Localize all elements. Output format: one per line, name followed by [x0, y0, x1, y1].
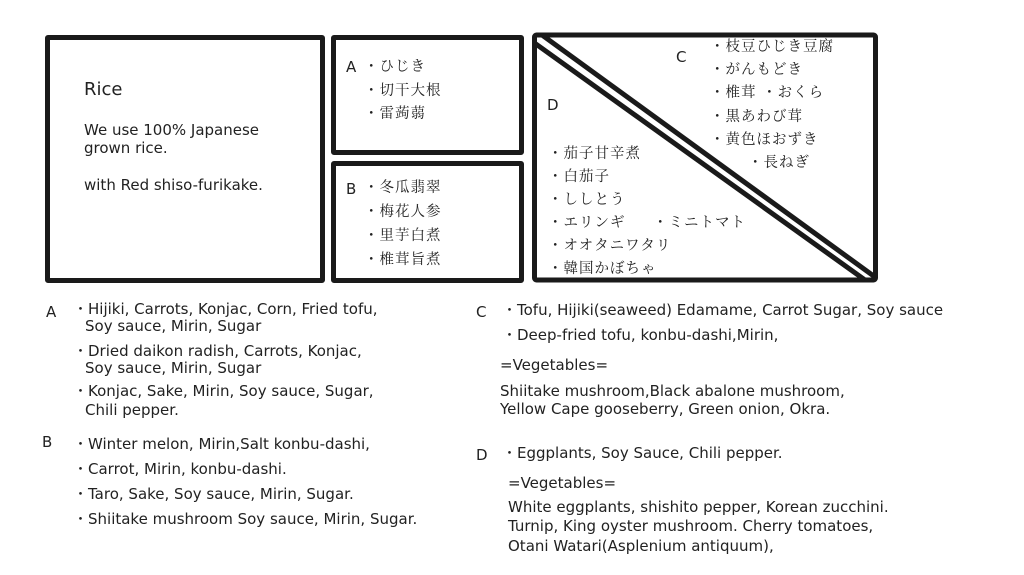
desc-a-item: Soy sauce, Mirin, Sugar	[85, 359, 262, 377]
rice-box	[45, 35, 325, 283]
box-d-item: ・ミニトマト	[653, 215, 746, 231]
box-b-item: ・梅花人参	[364, 204, 442, 220]
box-c-item: ・椎茸 ・おくら	[710, 85, 825, 101]
box-c-item: ・黒あわび茸	[710, 109, 803, 125]
box-d-item: ・ししとう	[548, 192, 626, 208]
box-c-item: ・長ねぎ	[748, 155, 810, 171]
box-b-item: ・冬瓜翡翠	[364, 180, 442, 196]
desc-b-item: ・Taro, Sake, Soy sauce, Mirin, Sugar.	[73, 485, 354, 503]
desc-a-letter: A	[46, 303, 57, 321]
desc-c-item: ・Deep-fried tofu, konbu-dashi,Mirin,	[502, 326, 779, 344]
rice-title: Rice	[84, 79, 123, 100]
desc-a-item: ・Hijiki, Carrots, Konjac, Corn, Fried tofu,	[73, 300, 378, 318]
desc-c-veg-line: Shiitake mushroom,Black abalone mushroom,	[500, 382, 845, 400]
desc-d-veg-heading: =Vegetables=	[508, 474, 617, 492]
rice-desc-line2: grown rice.	[84, 139, 168, 157]
desc-b-item: ・Winter melon, Mirin,Salt konbu-dashi,	[73, 435, 370, 453]
box-b-item: ・里芋白煮	[364, 228, 442, 244]
desc-c-letter: C	[476, 303, 487, 321]
box-d-item: ・オオタニワタリ	[548, 238, 672, 254]
desc-c-veg-heading: =Vegetables=	[500, 356, 609, 374]
box-d-item: ・白茄子	[548, 169, 610, 185]
box-c-letter: C	[676, 48, 687, 66]
rice-desc-line1: We use 100% Japanese	[84, 121, 260, 139]
desc-d-veg-line: Otani Watari(Asplenium antiquum),	[508, 537, 774, 555]
desc-a-item: ・Dried daikon radish, Carrots, Konjac,	[73, 342, 362, 360]
box-d-letter: D	[547, 96, 559, 114]
desc-b-letter: B	[42, 433, 53, 451]
desc-d-letter: D	[476, 446, 488, 464]
box-c-item: ・がんもどき	[710, 62, 803, 78]
desc-a-item: ・Konjac, Sake, Mirin, Soy sauce, Sugar,	[73, 382, 374, 400]
desc-a-item: Chili pepper.	[85, 401, 179, 419]
rice-desc-line3: with Red shiso-furikake.	[84, 176, 263, 194]
box-d-item: ・エリンギ	[548, 215, 626, 231]
desc-d-veg-line: White eggplants, shishito pepper, Korean zucchini.	[508, 498, 889, 516]
box-a-item: ・切干大根	[364, 83, 442, 99]
box-a-letter: A	[346, 58, 357, 76]
box-b-letter: B	[346, 180, 357, 198]
desc-d-item: ・Eggplants, Soy Sauce, Chili pepper.	[502, 444, 783, 462]
desc-c-item: ・Tofu, Hijiki(seaweed) Edamame, Carrot Sugar, Soy sauce	[502, 301, 944, 319]
box-a-item: ・雷蒟蒻	[364, 106, 426, 122]
box-c-item: ・黄色ほおずき	[710, 132, 819, 148]
box-b-item: ・椎茸旨煮	[364, 252, 442, 268]
desc-b-item: ・Carrot, Mirin, konbu-dashi.	[73, 460, 287, 478]
desc-b-item: ・Shiitake mushroom Soy sauce, Mirin, Sugar.	[73, 510, 418, 528]
desc-d-veg-line: Turnip, King oyster mushroom. Cherry tomatoes,	[508, 517, 874, 535]
desc-c-veg-line: Yellow Cape gooseberry, Green onion, Okra.	[500, 400, 831, 418]
box-c-item: ・枝豆ひじき豆腐	[710, 39, 834, 55]
box-d-item: ・韓国かぼちゃ	[548, 261, 657, 277]
box-d-item: ・茄子甘辛煮	[548, 146, 641, 162]
box-a-item: ・ひじき	[364, 59, 426, 75]
desc-a-item: Soy sauce, Mirin, Sugar	[85, 317, 262, 335]
